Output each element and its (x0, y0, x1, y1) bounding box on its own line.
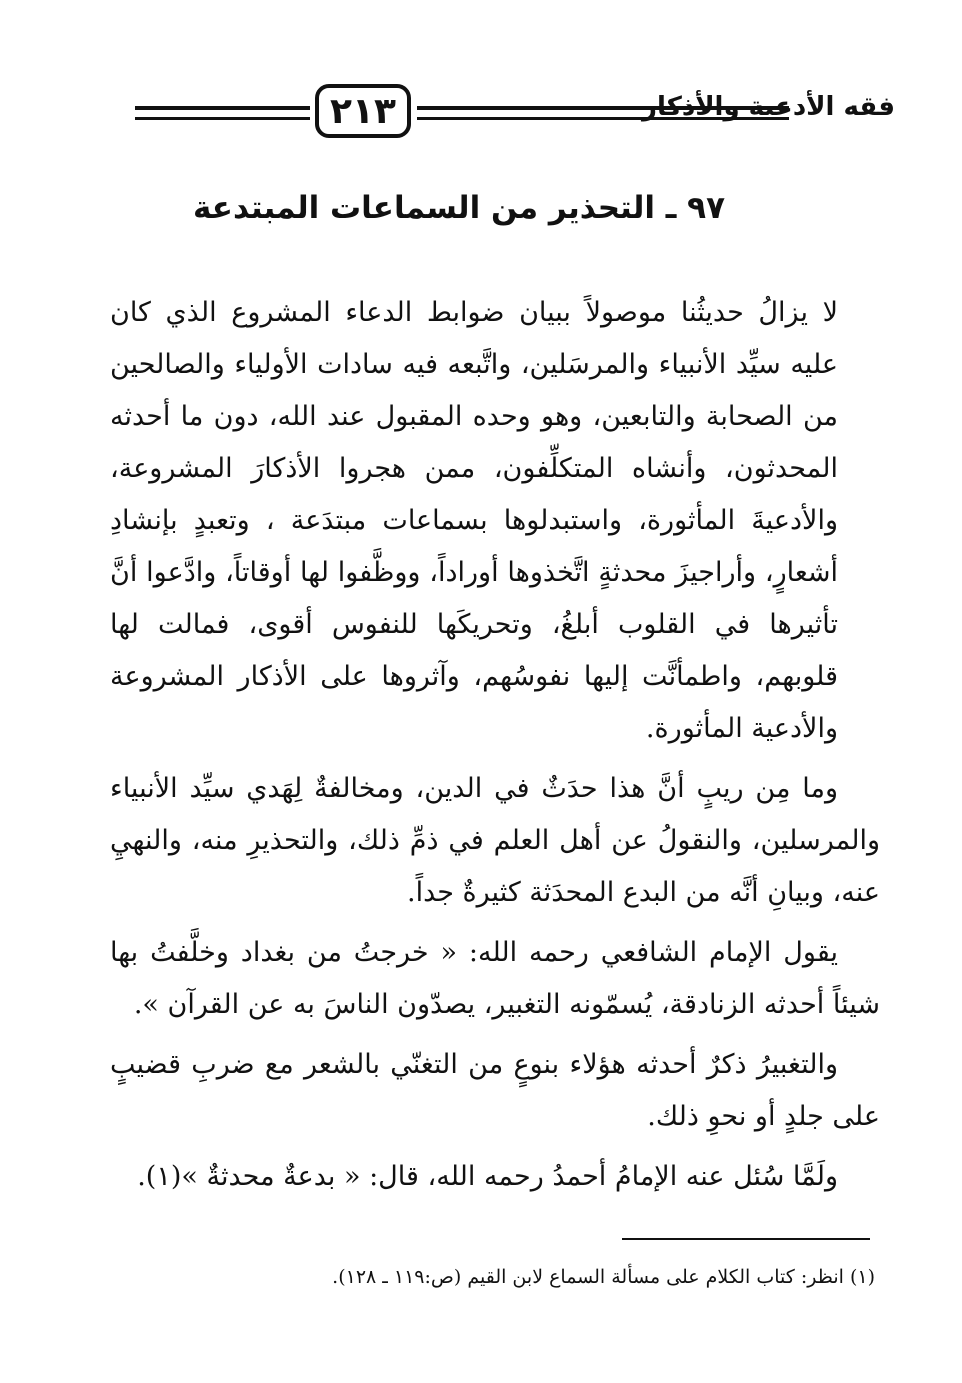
paragraph: وما مِن ريبٍ أنَّ هذا حدَثٌ في الدين، ومخالفةٌ لِهَدي سيِّد الأنبياء والمرسلين، والنقولُ عن أهل العلم في ذمِّ ذلك، والتحذيرِ منه، والنهيِ عنه، وبيانِ أنَّه من البدع المحدَثة كثيرةٌ جداً. (110, 773, 880, 908)
chapter-title: ٩٧ ـ التحذير من السماعات المبتدعة (192, 190, 725, 226)
page-header (115, 82, 895, 144)
paragraph: ولَمَّا سُئل عنه الإمامُ أحمدُ رحمه الله، قال: « بدعةٌ محدثةٌ »(١). (137, 1161, 838, 1192)
page-number: ٢١٣ (315, 84, 411, 138)
header-rule-left (135, 106, 310, 120)
running-title: فقه الأدعية والأذكار (642, 92, 895, 122)
footnote-separator (622, 1238, 870, 1240)
paragraph: لا يزالُ حديثُنا موصولاً ببيان ضوابط الدعاء المشروع الذي كان عليه سيِّد الأنبياء والمرسَلين، واتَّبعه فيه سادات الأولياء والصالحين من الصحابة والتابعين، وهو وحده المقبول عند الله، دون ما أحدثه المحدثون، وأنشاه المتكلِّفون، ممن هجروا الأذكارَ المشروعة، والأدعيةَ المأثورة، واستبدلوها بسماعات مبتدَعة ، وتعبدٍ بإنشادِ أشعارٍ، وأراجيزَ محدثةٍ اتَّخذوها أوراداً، ووظَّفوا لها أوقاتاً، وادَّعوا أنَّ تأثيرها في القلوب أبلغُ، وتحريكَها للنفوس أقوى، فمالت لها قلوبهم، واطمأنَّت إليها نفوسُهم، وآثروها على الأذكار المشروعة والأدعية المأثورة. (110, 297, 838, 744)
paragraph: والتغبيرُ ذكرٌ أحدثه هؤلاء بنوعٍ من التغنّي بالشعر مع ضربِ قضيبٍ على جلدٍ أو نحوِ ذلك. (110, 1049, 880, 1132)
paragraph: يقول الإمام الشافعي رحمه الله: « خرجتُ من بغداد وخلَّفتُ بها شيئاً أحدثه الزنادقة، يُسمّونه التغبير، يصدّون الناسَ به عن القرآن ». (110, 937, 880, 1020)
footnote: (١) انظر: كتاب الكلام على مسألة السماع لابن القيم (ص:١١٩ ـ ١٢٨). (332, 1266, 875, 1288)
body-text (110, 287, 880, 1211)
